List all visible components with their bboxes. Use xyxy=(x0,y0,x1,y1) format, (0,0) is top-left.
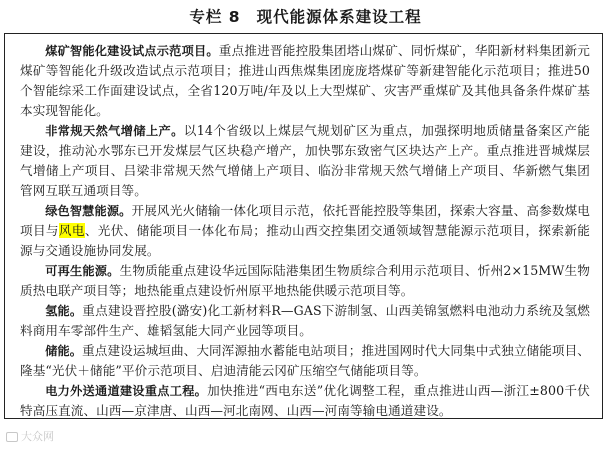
paragraph-natural-gas xyxy=(20,121,590,201)
paragraph-storage xyxy=(20,341,590,381)
highlighted-term: 风电 xyxy=(58,223,85,238)
paragraph-text: 以14个省级以上煤层气规划矿区为重点，加强探明地质储量备案区产能建设，推动沁水鄂东已开发煤层气区块稳产增产，加快鄂东致密气区块达产上产。重点推进晋城煤层气增储上产项目、吕梁非常规天然气增储上产项目、临汾非常规天然气增储上产项目、华新燃气集团管网互联互通项目等。 xyxy=(20,123,590,198)
paragraph-coal-mine xyxy=(20,41,590,121)
paragraph-power-transmission xyxy=(20,381,590,421)
paragraph-head: 煤矿智能化建设试点示范项目。 xyxy=(45,44,219,58)
column-content xyxy=(20,41,590,421)
column-number: 专栏 8 xyxy=(189,8,241,26)
paragraph-head: 电力外送通道建设重点工程。 xyxy=(45,384,208,398)
paragraph-renewable xyxy=(20,261,590,301)
column-title xyxy=(0,6,611,28)
paragraph-text-continued: 、光伏、储能项目一体化布局；推动山西交控集团交通领域智慧能源示范项目，探索新能源与交通设施协同发展。 xyxy=(20,223,590,258)
paragraph-text: 重点建设运城垣曲、大同浑源抽水蓄能电站项目；推进国网时代大同集中式独立储能项目、隆基“光伏＋储能”平价示范项目、启迪清能云冈矿压缩空气储能项目等。 xyxy=(20,343,591,378)
paragraph-head: 氢能。 xyxy=(45,304,83,318)
camera-icon xyxy=(6,432,18,442)
paragraph-head: 可再生能源。 xyxy=(45,264,120,278)
paragraph-green-energy xyxy=(20,201,590,261)
paragraph-head: 非常规天然气增储上产。 xyxy=(45,124,184,138)
watermark-text: 大众网 xyxy=(21,430,54,443)
paragraph-hydrogen xyxy=(20,301,590,341)
paragraph-text: 开展风光火储输一体化项目示范，依托晋能控股等集团，探索大容量、高参数煤电项目与 xyxy=(20,203,591,238)
paragraph-text: 加快推进“西电东送”优化调整工程，重点推进山西—浙江±800千伏特高压直流、山西—京津唐、山西—河北南网、山西—河南等输电通道建设。 xyxy=(20,383,590,418)
paragraph-text: 重点建设晋控股(潞安)化工新材料R—GAS下游制氢、山西美锦氢燃料电池动力系统及氢燃料商用车零部件生产、雄韬氢能大同产业园等项目。 xyxy=(20,303,590,338)
paragraph-text: 重点推进晋能控股集团塔山煤矿、同忻煤矿，华阳新材料集团新元煤矿等智能化升级改造试点示范项目；推进山西焦煤集团庞庞塔煤矿等新建智能化示范项目；推进50个智能综采工作面建设试点，全省120万吨/年及以上大型煤矿、灾害严重煤矿及其他具备条件煤矿基本实现智能化。 xyxy=(20,43,590,118)
watermark xyxy=(6,428,54,444)
paragraph-text: 生物质能重点建设华远国际陆港集团生物质综合利用示范项目、忻州2×15MW生物质热电联产项目等；地热能重点建设忻州原平地热能供暖示范项目等。 xyxy=(20,263,590,298)
paragraph-head: 储能。 xyxy=(45,344,83,358)
column-heading: 现代能源体系建设工程 xyxy=(256,8,422,26)
paragraph-head: 绿色智慧能源。 xyxy=(45,204,132,218)
